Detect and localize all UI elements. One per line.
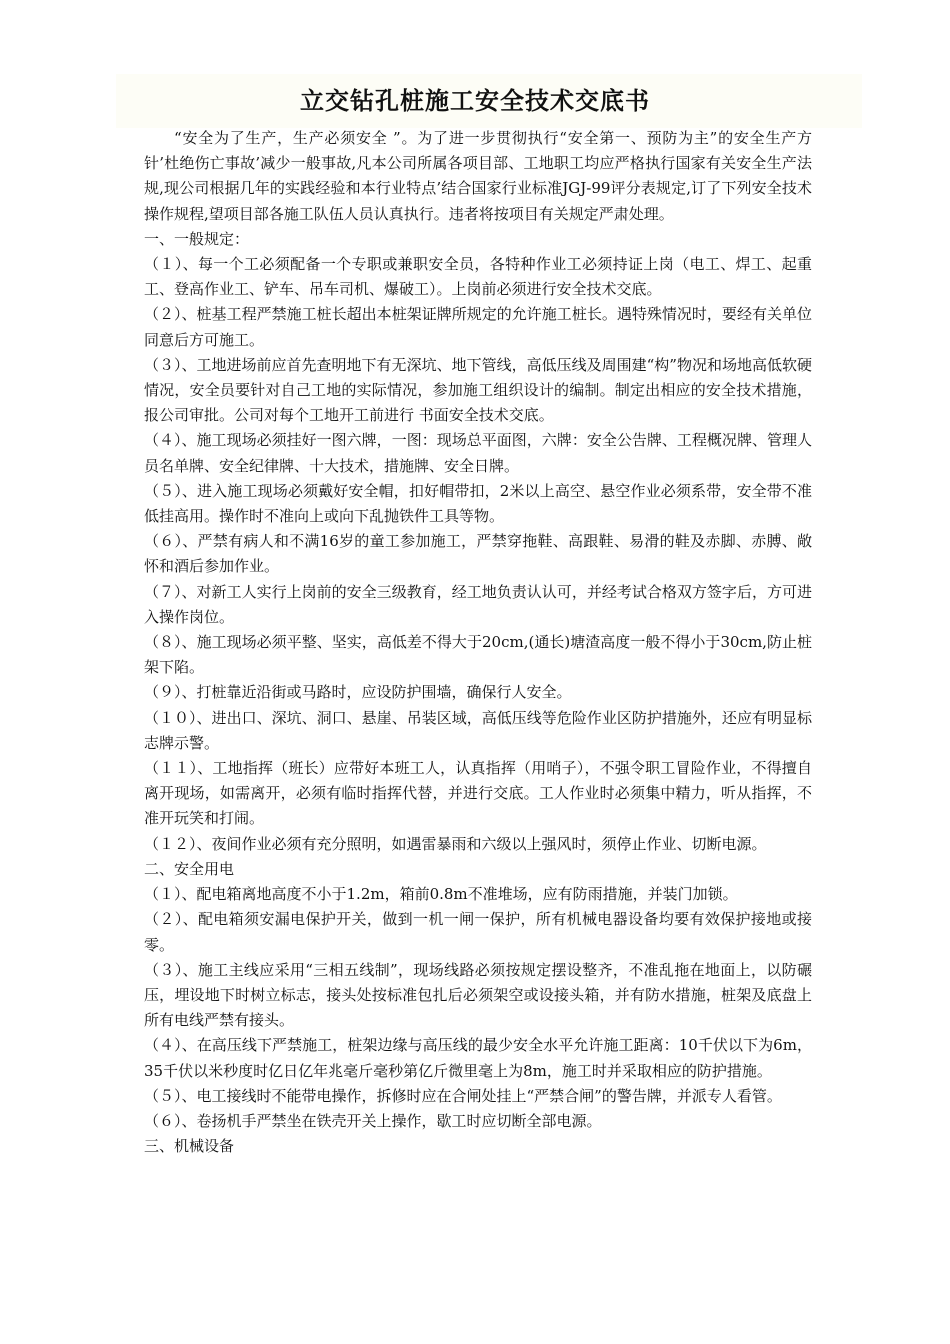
electrical-rule-5: （５）、电工接线时不能带电操作，拆修时应在合闸处挂上“严禁合闸”的警告牌，并派专人看管。 bbox=[144, 1086, 782, 1105]
electrical-rule-2: （２）、配电箱须安漏电保护开关，做到一机一闸一保护，所有机械电器设备均要有效保护接地或接零。 bbox=[144, 910, 812, 954]
document-title: 立交钻孔桩施工安全技术交底书 bbox=[300, 86, 650, 115]
electrical-rule-4: （４）、在高压线下严禁施工，桩架边缘与高压线的最少安全水平允许施工距离：10千伏以下为6m，35千伏以米秒度时亿日亿年兆毫斤毫秒第亿斤微里毫上为8m，施工时并采取相应的防护措施。 bbox=[144, 1036, 812, 1080]
document-body bbox=[144, 126, 812, 1159]
general-rule-8: （８）、施工现场必须平整、坚实，高低差不得大于20cm,(通长)塘渣高度一般不得小于30cm,防止桩架下陷。 bbox=[144, 633, 812, 677]
electrical-rule-1: （１）、配电箱离地高度不小于1.2m，箱前0.8m不准堆场，应有防雨措施，并装门加锁。 bbox=[144, 885, 738, 904]
general-rule-5: （５）、进入施工现场必须戴好安全帽，扣好帽带扣，2米以上高空、悬空作业必须系带，安全带不准低挂高用。操作时不准向上或向下乱抛铁件工具等物。 bbox=[144, 481, 812, 526]
general-rule-9: （９）、打桩靠近沿街或马路时，应设防护围墙，确保行人安全。 bbox=[144, 683, 572, 702]
intro-paragraph: “安全为了生产，生产必须安全 ”。为了进一步贯彻执行“安全第一、预防为主”的安全生产方针’杜绝伤亡事故’减少一般事故,凡本公司所属各项目部、工地职工均应严格执行国家有关安全生产法规,现公司根据几年的实践经验和本行业特点’结合国家行业标准JGJ-99评分表规定,订了下列安全技术操作规程,望项目部各施工队伍人员认真执行。违者将按项目有关规定严肃处理。 bbox=[144, 129, 812, 223]
general-rule-3: （３）、工地进场前应首先查明地下有无深坑、地下管线，高低压线及周围建“构”物况和场地高低软硬情况，安全员要针对自己工地的实际情况，参加施工组织设计的编制。制定出相应的安全技术措施，报公司审批。公司对每个工地开工前进行 书面安全技术交底。 bbox=[144, 355, 812, 425]
general-rule-10: （１０）、进出口、深坑、洞口、悬崖、吊装区域，高低压线等危险作业区防护措施外，还应有明显标志牌示警。 bbox=[144, 708, 812, 752]
section-heading-electrical: 二、安全用电 bbox=[144, 859, 235, 878]
section-heading-general: 一、一般规定： bbox=[144, 229, 250, 248]
general-rule-6: （６）、严禁有病人和不满16岁的童工参加施工，严禁穿拖鞋、高跟鞋、易滑的鞋及赤脚、赤膊、敞怀和酒后参加作业。 bbox=[144, 532, 812, 576]
general-rule-7: （７）、对新工人实行上岗前的安全三级教育，经工地负责认认可，并经考试合格双方签字后，方可进入操作岗位。 bbox=[144, 582, 812, 626]
general-rule-1: （１）、每一个工必须配备一个专职或兼职安全员，各特种作业工必须持证上岗（电工、焊工、起重工、登高作业工、铲车、吊车司机、爆破工）。上岗前必须进行安全技术交底。 bbox=[144, 255, 812, 299]
general-rule-11: （１１）、工地指挥（班长）应带好本班工人，认真指挥（用哨子），不强令职工冒险作业，不得擅自离开现场，如需离开，必须有临时指挥代替，并进行交底。工人作业时必须集中精力，听从指挥，不准开玩笑和打闹。 bbox=[144, 759, 812, 828]
electrical-rule-6: （６）、卷扬机手严禁坐在铁壳开关上操作，歇工时应切断全部电源。 bbox=[144, 1111, 602, 1130]
electrical-rule-3: （３）、施工主线应采用“三相五线制”，现场线路必须按规定摆设整齐，不准乱拖在地面上，以防碾压，埋设地下时树立标志，接头处按标准包扎后必须架空或设接头箱，并有防水措施，桩架及底盘上所有电线严禁有接头。 bbox=[144, 960, 812, 1030]
section-heading-machinery: 三、机械设备 bbox=[144, 1137, 235, 1156]
general-rule-2: （２）、桩基工程严禁施工桩长超出本桩架证牌所规定的允许施工桩长。遇特殊情况时，要经有关单位同意后方可施工。 bbox=[144, 305, 812, 349]
general-rule-12: （１２）、夜间作业必须有充分照明，如遇雷暴雨和六级以上强风时，须停止作业、切断电源。 bbox=[144, 834, 767, 853]
general-rule-4: （４）、施工现场必须挂好一图六牌，一图：现场总平面图，六牌：安全公告牌、工程概况牌、管理人员名单牌、安全纪律牌、十大技术，措施牌、安全日牌。 bbox=[144, 431, 812, 475]
